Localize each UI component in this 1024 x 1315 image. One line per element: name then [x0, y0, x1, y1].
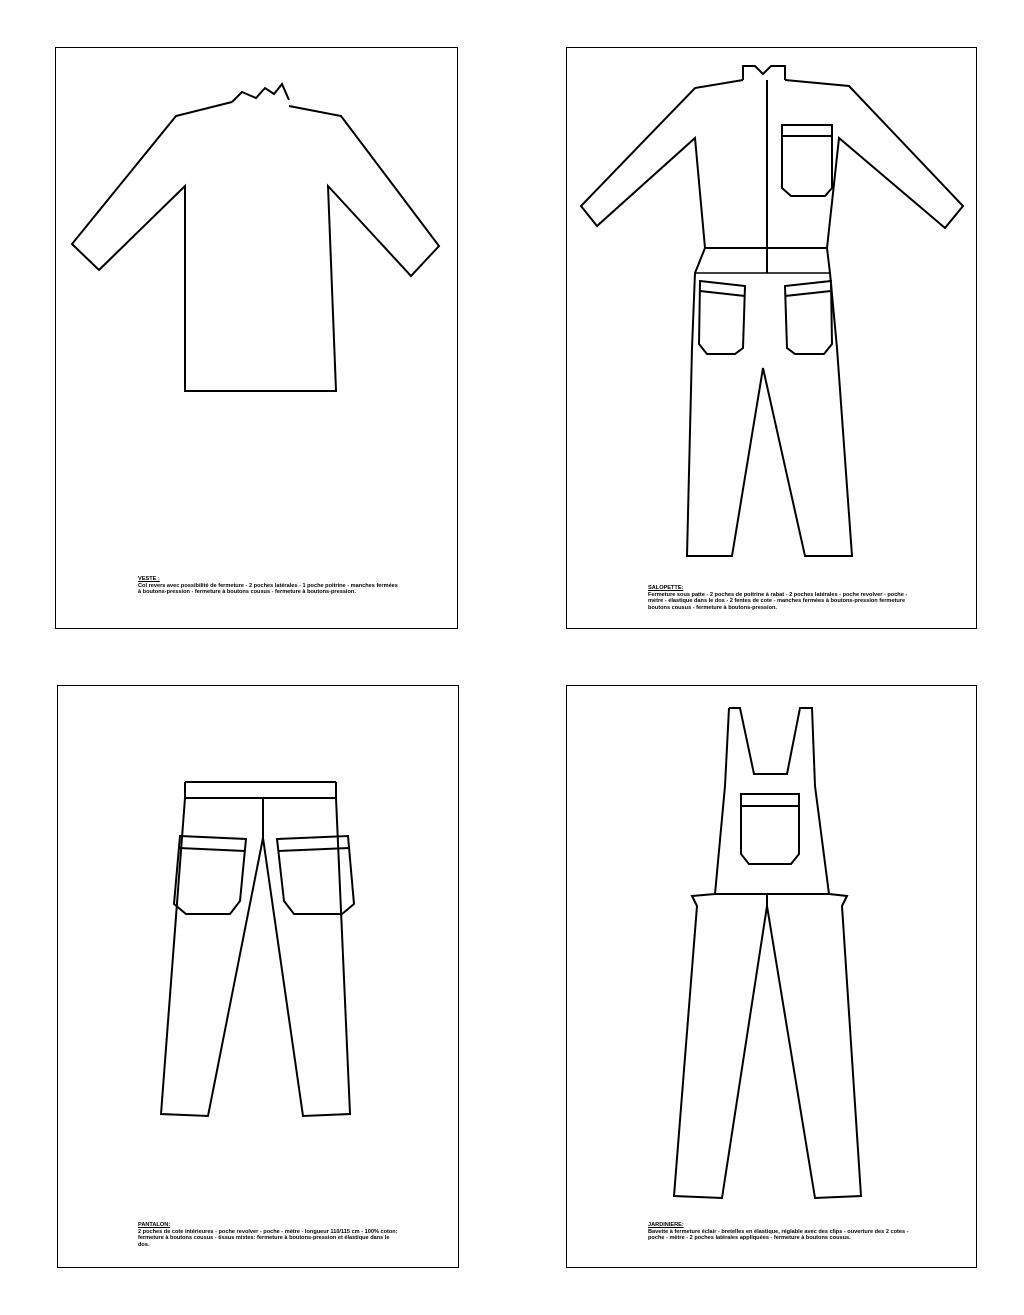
caption-description: Fermeture sous patte - 2 poches de poitrine à rabat - 2 poches latérales - poche revolver - poche - mètre - élastique dans le dos - 2 fentes de cote - manches fermées à boutons-pression fermeture boutons cousus - fermeture à boutons-pression. [648, 591, 908, 611]
coverall-back-icon [567, 48, 978, 630]
caption-description: Col revers avec possibilité de fermeture - 2 poches latérales - 1 poche poitrine - manches fermées à boutons-pression - fermeture à boutons cousus - fermeture à boutons-pression. [138, 582, 398, 596]
sheet-veste [55, 47, 458, 629]
caption-title: SALOPETTE: [648, 585, 684, 591]
trousers-back-icon [58, 686, 460, 1269]
caption-title: PANTALON: [138, 1222, 171, 1228]
caption-title: JARDINIERE: [648, 1222, 684, 1228]
bib-overall-back-icon [567, 686, 978, 1269]
caption-title: VESTE : [138, 576, 160, 582]
caption-veste [138, 576, 398, 596]
caption-pantalon [138, 1222, 400, 1248]
caption-jardiniere [648, 1222, 914, 1242]
caption-description: Bavette à fermeture éclair - bretelles en élastique, réglable avec des clips - ouverture des 2 cotes - poche - mètre - 2 poches latérales appliquées - fermeture à boutons cousus. [648, 1228, 909, 1242]
sheet-salopette [566, 47, 977, 629]
jacket-back-icon [56, 48, 459, 630]
sheet-jardiniere [566, 685, 977, 1268]
caption-description: 2 poches de cote intérieures - poche revolver - poche - mètre - longueur 110/115 cm - 100% coton: fermeture à boutons cousus - tissus mixtes: fermeture à boutons-pression et élastique dans le dos. [138, 1228, 398, 1248]
caption-salopette [648, 585, 908, 611]
sheet-pantalon [57, 685, 459, 1268]
